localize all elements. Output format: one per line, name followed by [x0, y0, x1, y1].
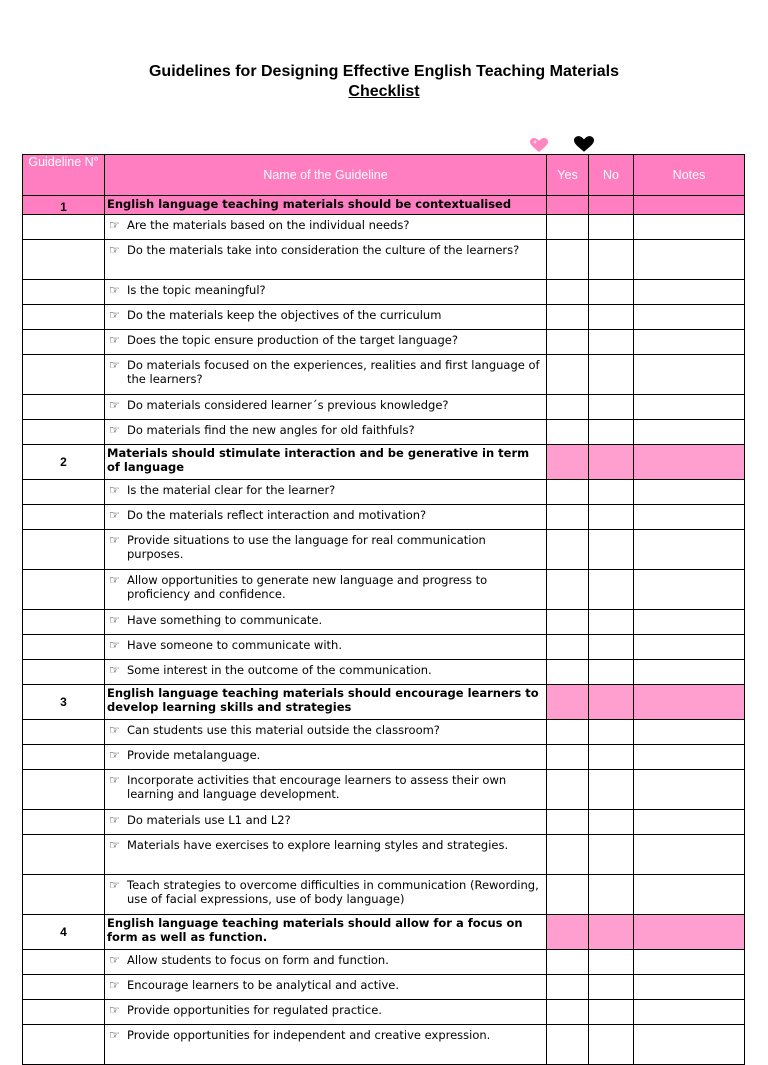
notes-cell[interactable] — [634, 240, 745, 280]
question-cell — [105, 1025, 547, 1065]
question-text: Do materials focused on the experiences, realities and first language of the learners? — [127, 358, 540, 386]
question-row — [23, 305, 745, 330]
guideline-cell — [23, 570, 105, 610]
question-row — [23, 1025, 745, 1065]
guideline-cell — [23, 660, 105, 685]
no-cell[interactable] — [589, 685, 634, 720]
notes-cell[interactable] — [634, 215, 745, 240]
question-text: Do the materials keep the objectives of the curriculum — [127, 308, 442, 322]
yes-cell[interactable] — [547, 445, 589, 480]
question-row — [23, 660, 745, 685]
question-row — [23, 240, 745, 280]
pointing-hand-icon: ☞ — [109, 1003, 120, 1017]
no-cell[interactable] — [589, 875, 634, 915]
yes-cell[interactable] — [547, 810, 589, 835]
table-header-row — [23, 155, 745, 196]
section-title: Materials should stimulate interaction and be generative in term of language — [105, 445, 547, 480]
question-row — [23, 635, 745, 660]
question-text: Provide situations to use the language for real communication purposes. — [127, 533, 486, 561]
question-row — [23, 950, 745, 975]
yes-cell[interactable] — [547, 215, 589, 240]
yes-cell[interactable] — [547, 915, 589, 950]
yes-cell[interactable] — [547, 280, 589, 305]
no-cell[interactable] — [589, 810, 634, 835]
question-cell — [105, 570, 547, 610]
pink-heart-icon — [530, 138, 548, 153]
notes-cell[interactable] — [634, 835, 745, 875]
pointing-hand-icon: ☞ — [109, 423, 120, 437]
no-cell[interactable] — [589, 770, 634, 810]
no-cell[interactable] — [589, 720, 634, 745]
yes-cell[interactable] — [547, 685, 589, 720]
guideline-cell — [23, 875, 105, 915]
header-yes: Yes — [547, 155, 589, 196]
section-row — [23, 915, 745, 950]
yes-cell[interactable] — [547, 505, 589, 530]
question-cell — [105, 420, 547, 445]
guideline-cell — [23, 240, 105, 280]
section-number: 2 — [23, 445, 105, 480]
guideline-cell — [23, 305, 105, 330]
pointing-hand-icon: ☞ — [109, 483, 120, 497]
pointing-hand-icon: ☞ — [109, 358, 120, 372]
pointing-hand-icon: ☞ — [109, 638, 120, 652]
guideline-cell — [23, 1000, 105, 1025]
question-text: Materials have exercises to explore learning styles and strategies. — [127, 838, 509, 852]
black-heart-icon — [574, 136, 594, 153]
section-title: English language teaching materials should encourage learners to develop learning skills and strategies — [105, 685, 547, 720]
notes-cell[interactable] — [634, 1000, 745, 1025]
pointing-hand-icon: ☞ — [109, 838, 120, 852]
yes-cell[interactable] — [547, 420, 589, 445]
no-cell[interactable] — [589, 610, 634, 635]
question-text: Have something to communicate. — [127, 613, 323, 627]
yes-cell[interactable] — [547, 770, 589, 810]
pointing-hand-icon: ☞ — [109, 333, 120, 347]
section-number: 1 — [23, 196, 105, 215]
question-cell — [105, 480, 547, 505]
document-title: Guidelines for Designing Effective English Teaching Materials — [148, 63, 620, 80]
notes-cell[interactable] — [634, 685, 745, 720]
notes-cell[interactable] — [634, 660, 745, 685]
no-cell[interactable] — [589, 530, 634, 570]
notes-cell[interactable] — [634, 480, 745, 505]
question-text: Can students use this material outside the classroom? — [127, 723, 440, 737]
question-cell — [105, 975, 547, 1000]
question-cell — [105, 240, 547, 280]
question-cell — [105, 505, 547, 530]
yes-cell[interactable] — [547, 570, 589, 610]
document-subtitle: Checklist — [348, 83, 420, 100]
guideline-cell — [23, 720, 105, 745]
question-row — [23, 975, 745, 1000]
no-cell[interactable] — [589, 975, 634, 1000]
pointing-hand-icon: ☞ — [109, 308, 120, 322]
pointing-hand-icon: ☞ — [109, 978, 120, 992]
pointing-hand-icon: ☞ — [109, 878, 120, 892]
yes-cell[interactable] — [547, 240, 589, 280]
question-text: Are the materials based on the individual needs? — [127, 218, 410, 232]
question-text: Incorporate activities that encourage learners to assess their own learning and language development. — [127, 773, 507, 801]
section-row — [23, 685, 745, 720]
question-text: Allow opportunities to generate new language and progress to proficiency and confidence. — [127, 573, 488, 601]
notes-cell[interactable] — [634, 635, 745, 660]
guideline-cell — [23, 505, 105, 530]
no-cell[interactable] — [589, 915, 634, 950]
guideline-cell — [23, 950, 105, 975]
pointing-hand-icon: ☞ — [109, 813, 120, 827]
yes-cell[interactable] — [547, 975, 589, 1000]
section-number: 3 — [23, 685, 105, 720]
question-text: Provide opportunities for independent and creative expression. — [127, 1028, 491, 1042]
section-title: English language teaching materials should allow for a focus on form as well as function. — [105, 915, 547, 950]
question-cell — [105, 745, 547, 770]
yes-cell[interactable] — [547, 196, 589, 215]
question-cell — [105, 610, 547, 635]
question-row — [23, 745, 745, 770]
question-row — [23, 1000, 745, 1025]
no-cell[interactable] — [589, 835, 634, 875]
question-row — [23, 810, 745, 835]
question-text: Does the topic ensure production of the target language? — [127, 333, 458, 347]
question-row — [23, 610, 745, 635]
guideline-cell — [23, 280, 105, 305]
no-cell[interactable] — [589, 445, 634, 480]
question-text: Is the topic meaningful? — [127, 283, 266, 297]
question-text: Do the materials reflect interaction and motivation? — [127, 508, 427, 522]
yes-cell[interactable] — [547, 745, 589, 770]
question-row — [23, 395, 745, 420]
no-cell[interactable] — [589, 660, 634, 685]
question-text: Provide metalanguage. — [127, 748, 261, 762]
yes-cell[interactable] — [547, 480, 589, 505]
guideline-cell — [23, 975, 105, 1000]
question-cell — [105, 835, 547, 875]
guideline-cell — [23, 745, 105, 770]
question-cell — [105, 660, 547, 685]
no-cell[interactable] — [589, 330, 634, 355]
notes-cell[interactable] — [634, 330, 745, 355]
pointing-hand-icon: ☞ — [109, 723, 120, 737]
question-row — [23, 835, 745, 875]
notes-cell[interactable] — [634, 196, 745, 215]
yes-cell[interactable] — [547, 835, 589, 875]
guideline-cell — [23, 330, 105, 355]
notes-cell[interactable] — [634, 420, 745, 445]
notes-cell[interactable] — [634, 570, 745, 610]
question-row — [23, 330, 745, 355]
no-cell[interactable] — [589, 305, 634, 330]
no-cell[interactable] — [589, 240, 634, 280]
notes-cell[interactable] — [634, 530, 745, 570]
question-text: Encourage learners to be analytical and active. — [127, 978, 400, 992]
question-row — [23, 570, 745, 610]
pointing-hand-icon: ☞ — [109, 613, 120, 627]
yes-cell[interactable] — [547, 1000, 589, 1025]
header-guideline-no: Guideline N° — [23, 155, 105, 196]
yes-cell[interactable] — [547, 660, 589, 685]
notes-cell[interactable] — [634, 720, 745, 745]
yes-cell[interactable] — [547, 720, 589, 745]
question-cell — [105, 810, 547, 835]
guideline-cell — [23, 530, 105, 570]
notes-cell[interactable] — [634, 1025, 745, 1065]
no-cell[interactable] — [589, 280, 634, 305]
yes-cell[interactable] — [547, 355, 589, 395]
no-cell[interactable] — [589, 1025, 634, 1065]
question-row — [23, 770, 745, 810]
guideline-cell — [23, 480, 105, 505]
yes-cell[interactable] — [547, 395, 589, 420]
notes-cell[interactable] — [634, 975, 745, 1000]
pointing-hand-icon: ☞ — [109, 1028, 120, 1042]
section-number: 4 — [23, 915, 105, 950]
pointing-hand-icon: ☞ — [109, 573, 120, 587]
question-cell — [105, 355, 547, 395]
question-row — [23, 720, 745, 745]
question-row — [23, 355, 745, 395]
no-cell[interactable] — [589, 420, 634, 445]
no-cell[interactable] — [589, 505, 634, 530]
question-text: Provide opportunities for regulated practice. — [127, 1003, 382, 1017]
question-cell — [105, 330, 547, 355]
question-text: Do materials find the new angles for old faithfuls? — [127, 423, 415, 437]
question-row — [23, 875, 745, 915]
question-row — [23, 215, 745, 240]
pointing-hand-icon: ☞ — [109, 748, 120, 762]
question-cell — [105, 1000, 547, 1025]
question-text: Do materials use L1 and L2? — [127, 813, 291, 827]
question-row — [23, 505, 745, 530]
notes-cell[interactable] — [634, 395, 745, 420]
section-row — [23, 196, 745, 215]
notes-cell[interactable] — [634, 810, 745, 835]
yes-cell[interactable] — [547, 530, 589, 570]
yes-cell[interactable] — [547, 1025, 589, 1065]
pointing-hand-icon: ☞ — [109, 533, 120, 547]
pointing-hand-icon: ☞ — [109, 283, 120, 297]
yes-cell[interactable] — [547, 610, 589, 635]
no-cell[interactable] — [589, 395, 634, 420]
guideline-cell — [23, 395, 105, 420]
notes-cell[interactable] — [634, 875, 745, 915]
question-cell — [105, 635, 547, 660]
question-row — [23, 480, 745, 505]
section-title: English language teaching materials should be contextualised — [105, 196, 547, 215]
yes-cell[interactable] — [547, 330, 589, 355]
notes-cell[interactable] — [634, 745, 745, 770]
no-cell[interactable] — [589, 635, 634, 660]
notes-cell[interactable] — [634, 305, 745, 330]
guideline-cell — [23, 810, 105, 835]
pointing-hand-icon: ☞ — [109, 508, 120, 522]
checklist-table — [22, 154, 745, 1065]
pointing-hand-icon: ☞ — [109, 218, 120, 232]
notes-cell[interactable] — [634, 505, 745, 530]
question-cell — [105, 950, 547, 975]
guideline-cell — [23, 835, 105, 875]
pointing-hand-icon: ☞ — [109, 773, 120, 787]
notes-cell[interactable] — [634, 445, 745, 480]
header-name: Name of the Guideline — [105, 155, 547, 196]
question-text: Is the material clear for the learner? — [127, 483, 336, 497]
notes-cell[interactable] — [634, 950, 745, 975]
question-text: Teach strategies to overcome difficulties in communication (Rewording, use of facial expressions, use of body language) — [127, 878, 539, 906]
guideline-cell — [23, 420, 105, 445]
no-cell[interactable] — [589, 1000, 634, 1025]
no-cell[interactable] — [589, 215, 634, 240]
pointing-hand-icon: ☞ — [109, 398, 120, 412]
yes-cell[interactable] — [547, 635, 589, 660]
notes-cell[interactable] — [634, 610, 745, 635]
question-text: Do the materials take into consideration the culture of the learners? — [127, 243, 520, 257]
question-cell — [105, 215, 547, 240]
question-row — [23, 280, 745, 305]
header-no: No — [589, 155, 634, 196]
question-cell — [105, 395, 547, 420]
no-cell[interactable] — [589, 570, 634, 610]
question-cell — [105, 720, 547, 745]
notes-cell[interactable] — [634, 915, 745, 950]
pointing-hand-icon: ☞ — [109, 243, 120, 257]
pointing-hand-icon: ☞ — [109, 663, 120, 677]
section-row — [23, 445, 745, 480]
notes-cell[interactable] — [634, 280, 745, 305]
question-cell — [105, 305, 547, 330]
guideline-cell — [23, 770, 105, 810]
pointing-hand-icon: ☞ — [109, 953, 120, 967]
question-row — [23, 530, 745, 570]
no-cell[interactable] — [589, 745, 634, 770]
question-text: Have someone to communicate with. — [127, 638, 342, 652]
header-notes: Notes — [634, 155, 745, 196]
question-cell — [105, 530, 547, 570]
question-cell — [105, 875, 547, 915]
yes-cell[interactable] — [547, 305, 589, 330]
guideline-cell — [23, 355, 105, 395]
no-cell[interactable] — [589, 196, 634, 215]
question-cell — [105, 280, 547, 305]
question-row — [23, 420, 745, 445]
no-cell[interactable] — [589, 355, 634, 395]
question-text: Allow students to focus on form and function. — [127, 953, 389, 967]
question-cell — [105, 770, 547, 810]
yes-cell[interactable] — [547, 950, 589, 975]
guideline-cell — [23, 1025, 105, 1065]
guideline-cell — [23, 610, 105, 635]
guideline-cell — [23, 635, 105, 660]
question-text: Some interest in the outcome of the communication. — [127, 663, 432, 677]
guideline-cell — [23, 215, 105, 240]
no-cell[interactable] — [589, 480, 634, 505]
question-text: Do materials considered learner´s previous knowledge? — [127, 398, 449, 412]
notes-cell[interactable] — [634, 355, 745, 395]
notes-cell[interactable] — [634, 770, 745, 810]
no-cell[interactable] — [589, 950, 634, 975]
yes-cell[interactable] — [547, 875, 589, 915]
